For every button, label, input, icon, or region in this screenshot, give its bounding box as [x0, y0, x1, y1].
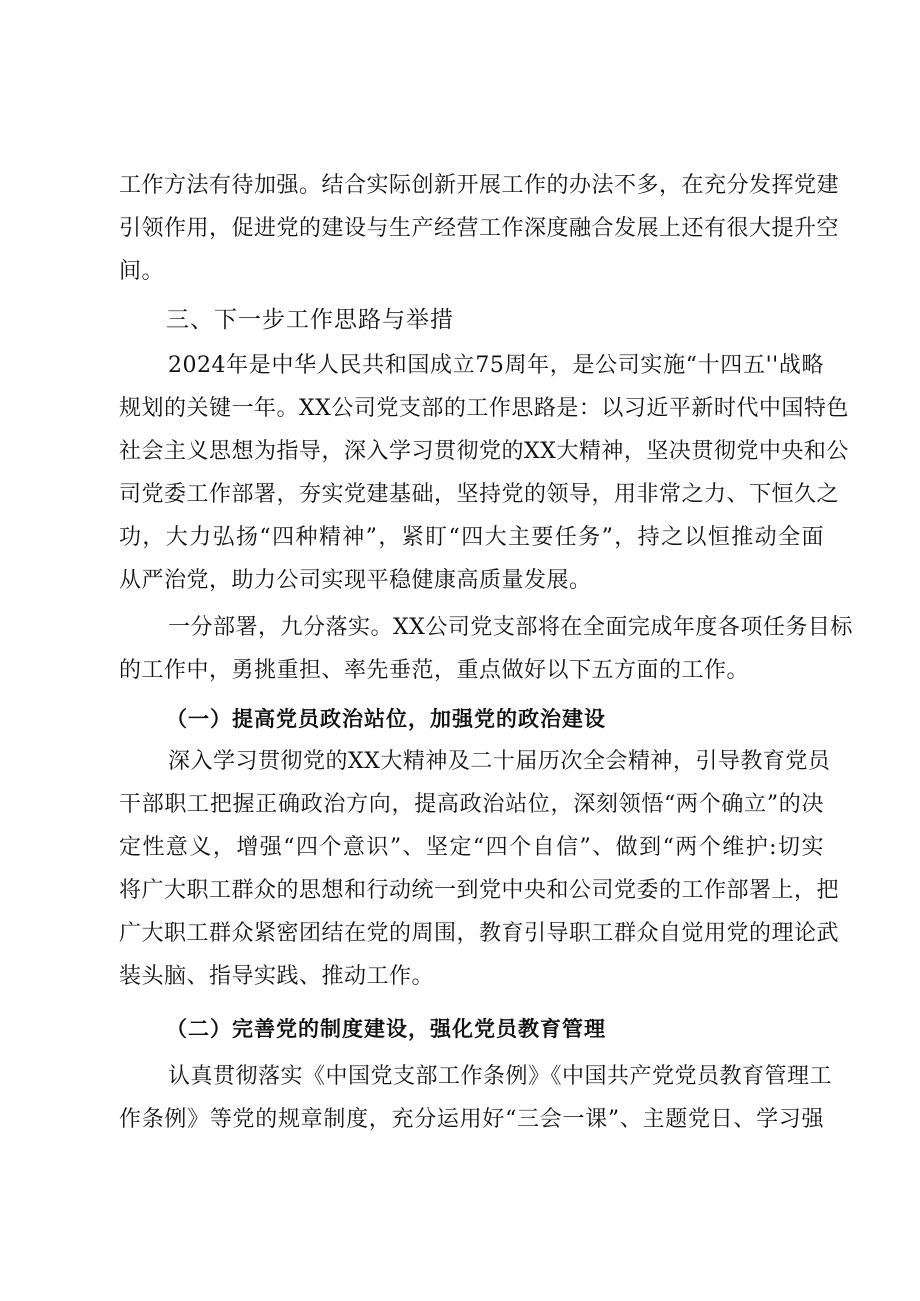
paragraph-line: 社会主义思想为指导，深入学习贯彻党的XX大精神，坚决贯彻党中央和公	[119, 439, 849, 464]
subheading-political-building: （一）提高党员政治站位，加强党的政治建设	[166, 707, 606, 731]
paragraph-line: 将广大职工群众的思想和行动统一到党中央和公司党委的工作部署上，把	[119, 878, 840, 903]
paragraph-line: 规划的关键一年。XX公司党支部的工作思路是：以习近平新时代中国特色	[119, 396, 849, 421]
section-heading: 三、下一步工作思路与举措	[166, 307, 454, 333]
paragraph-line: 的工作中，勇挑重担、率先垂范，重点做好以下五方面的工作。	[119, 658, 750, 683]
paragraph-line: 一分部署，九分落实。XX公司党支部将在全面完成年度各项任务目标	[168, 615, 853, 640]
paragraph-line: 2024年是中华人民共和国成立75周年，是公司实施“十四五''战略	[168, 353, 824, 378]
paragraph-line: 作条例》等党的规章制度，充分运用好“三会一课”、主题党日、学习强	[119, 1107, 824, 1132]
paragraph-line: 司党委工作部署，夯实党建基础，坚持党的领导，用非常之力、下恒久之	[119, 482, 840, 507]
paragraph-line: 干部职工把握正确政治方向，提高政治站位，深刻领悟“两个确立”的决	[119, 792, 824, 817]
paragraph-line: 引领作用，促进党的建设与生产经营工作深度融合发展上还有很大提升空	[119, 216, 840, 241]
paragraph-line: 广大职工群众紧密团结在党的周围，教育引导职工群众自觉用党的理论武	[119, 921, 840, 946]
subheading-system-building: （二）完善党的制度建设，强化党员教育管理	[166, 1017, 606, 1041]
paragraph-line: 工作方法有待加强。结合实际创新开展工作的办法不多，在充分发挥党建	[119, 173, 840, 198]
paragraph-line: 深入学习贯彻党的XX大精神及二十届历次全会精神，引导教育党员	[168, 749, 831, 774]
paragraph-line: 从严治党，助力公司实现平稳健康高质量发展。	[119, 568, 592, 593]
paragraph-line: 定性意义，增强“四个意识”、坚定“四个自信”、做到“两个维护:切实	[119, 835, 824, 860]
paragraph-line: 认真贯彻落实《中国党支部工作条例》《中国共产党党员教育管理工	[168, 1064, 833, 1089]
paragraph-line: 功，大力弘扬“四种精神”，紧盯“四大主要任务”，持之以恒推动全面	[119, 525, 824, 550]
paragraph-line: 装头脑、指导实践、推动工作。	[119, 964, 435, 989]
paragraph-line: 间。	[119, 259, 165, 284]
